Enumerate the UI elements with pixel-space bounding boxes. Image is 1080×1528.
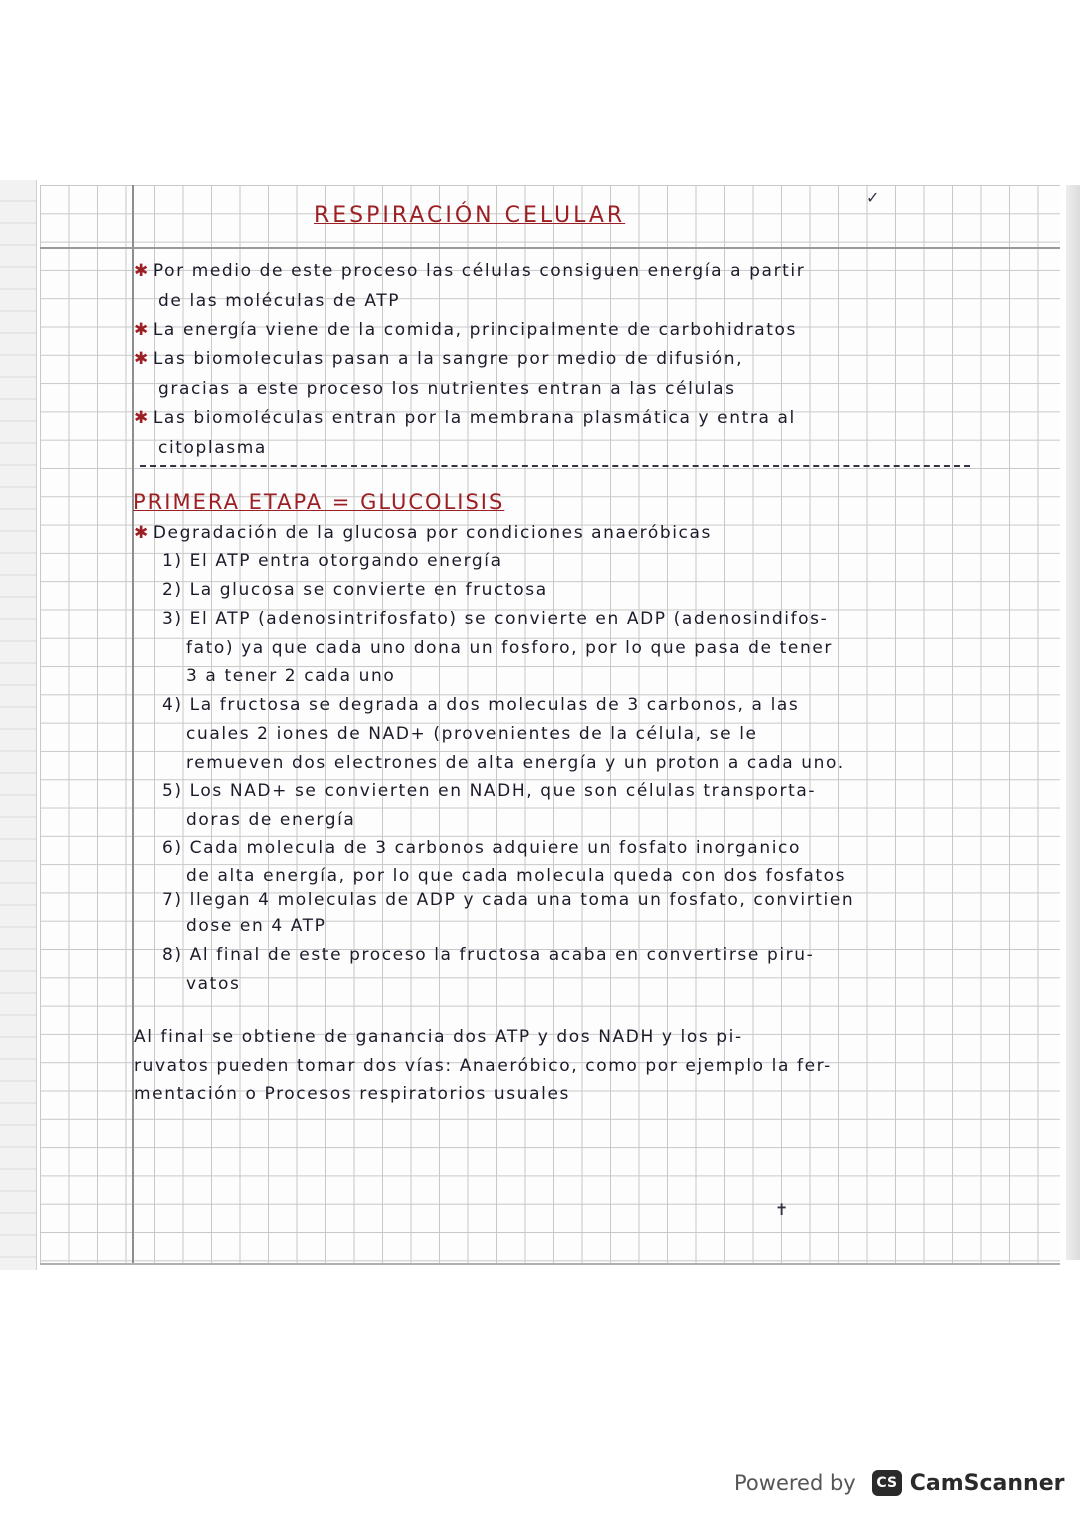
asterisk-bullet-icon: ✱ <box>134 261 150 281</box>
asterisk-bullet-icon: ✱ <box>134 408 150 428</box>
step-6-cont: de alta energía, por lo que cada molecula queda con dos fosfatos <box>186 866 847 886</box>
step-7: 7) llegan 4 moleculas de ADP y cada una toma un fosfato, convirtien <box>162 890 855 910</box>
header-rule <box>40 247 1060 249</box>
camscanner-watermark <box>734 1470 1064 1496</box>
step-3: 3) El ATP (adenosintrifosfato) se convierte en ADP (adenosindifos- <box>162 609 829 629</box>
intro-line-3: ✱ La energía viene de la comida, principalmente de carbohidratos <box>134 320 798 340</box>
step-3-cont-2: 3 a tener 2 cada uno <box>186 666 396 686</box>
notebook-binding-edge <box>0 180 37 1270</box>
step-1: 1) El ATP entra otorgando energía <box>162 551 503 571</box>
step-5-cont: doras de energía <box>186 810 356 830</box>
intro-line-5: gracias a este proceso los nutrientes entran a las células <box>158 379 736 399</box>
pen-mark: ✓ <box>866 188 880 207</box>
intro-line-6: ✱ Las biomoléculas entran por la membrana plasmática y entra al <box>134 408 796 428</box>
page-title: RESPIRACIÓN CELULAR <box>314 203 626 228</box>
section-heading: PRIMERA ETAPA = GLUCOLISIS <box>133 490 505 514</box>
camscanner-brand: CamScanner <box>909 1470 1065 1496</box>
page-edge-shadow <box>1066 185 1080 1260</box>
step-5: 5) Los NAD+ se convierten en NADH, que son células transporta- <box>162 781 817 801</box>
asterisk-bullet-icon: ✱ <box>134 349 150 369</box>
pen-mark: ✝ <box>775 1200 789 1219</box>
conclusion-line-3: mentación o Procesos respiratorios usuales <box>134 1084 570 1104</box>
step-6: 6) Cada molecula de 3 carbonos adquiere un fosfato inorganico <box>162 838 801 858</box>
step-4: 4) La fructosa se degrada a dos moleculas de 3 carbonos, a las <box>162 695 800 715</box>
dashed-separator <box>140 465 970 467</box>
powered-by-label: Powered by <box>734 1471 856 1495</box>
intro-line-7: citoplasma <box>158 438 267 458</box>
conclusion-line-1: Al final se obtiene de ganancia dos ATP y dos NADH y los pi- <box>134 1027 743 1047</box>
intro-line-4: ✱ Las biomoleculas pasan a la sangre por medio de difusión, <box>134 349 744 369</box>
conclusion-line-2: ruvatos pueden tomar dos vías: Anaeróbico, como por ejemplo la fer- <box>134 1056 832 1076</box>
intro-line-1: ✱ Por medio de este proceso las células consiguen energía a partir <box>134 261 806 281</box>
step-8-cont: vatos <box>186 974 241 994</box>
step-4-cont-2: remueven dos electrones de alta energía y un proton a cada uno. <box>186 753 845 773</box>
section-line-1: ✱ Degradación de la glucosa por condiciones anaeróbicas <box>134 523 712 543</box>
step-3-cont: fato) ya que cada uno dona un fosforo, por lo que pasa de tener <box>186 638 833 658</box>
step-8: 8) Al final de este proceso la fructosa acaba en convertirse piru- <box>162 945 815 965</box>
step-7-cont: dose en 4 ATP <box>186 916 327 936</box>
step-2: 2) La glucosa se convierte en fructosa <box>162 580 548 600</box>
camscanner-logo-icon: CS <box>872 1470 902 1496</box>
asterisk-bullet-icon: ✱ <box>134 320 150 340</box>
asterisk-bullet-icon: ✱ <box>134 523 150 543</box>
step-4-cont: cuales 2 iones de NAD+ (provenientes de la célula, se le <box>186 724 758 744</box>
intro-line-2: de las moléculas de ATP <box>158 291 401 311</box>
